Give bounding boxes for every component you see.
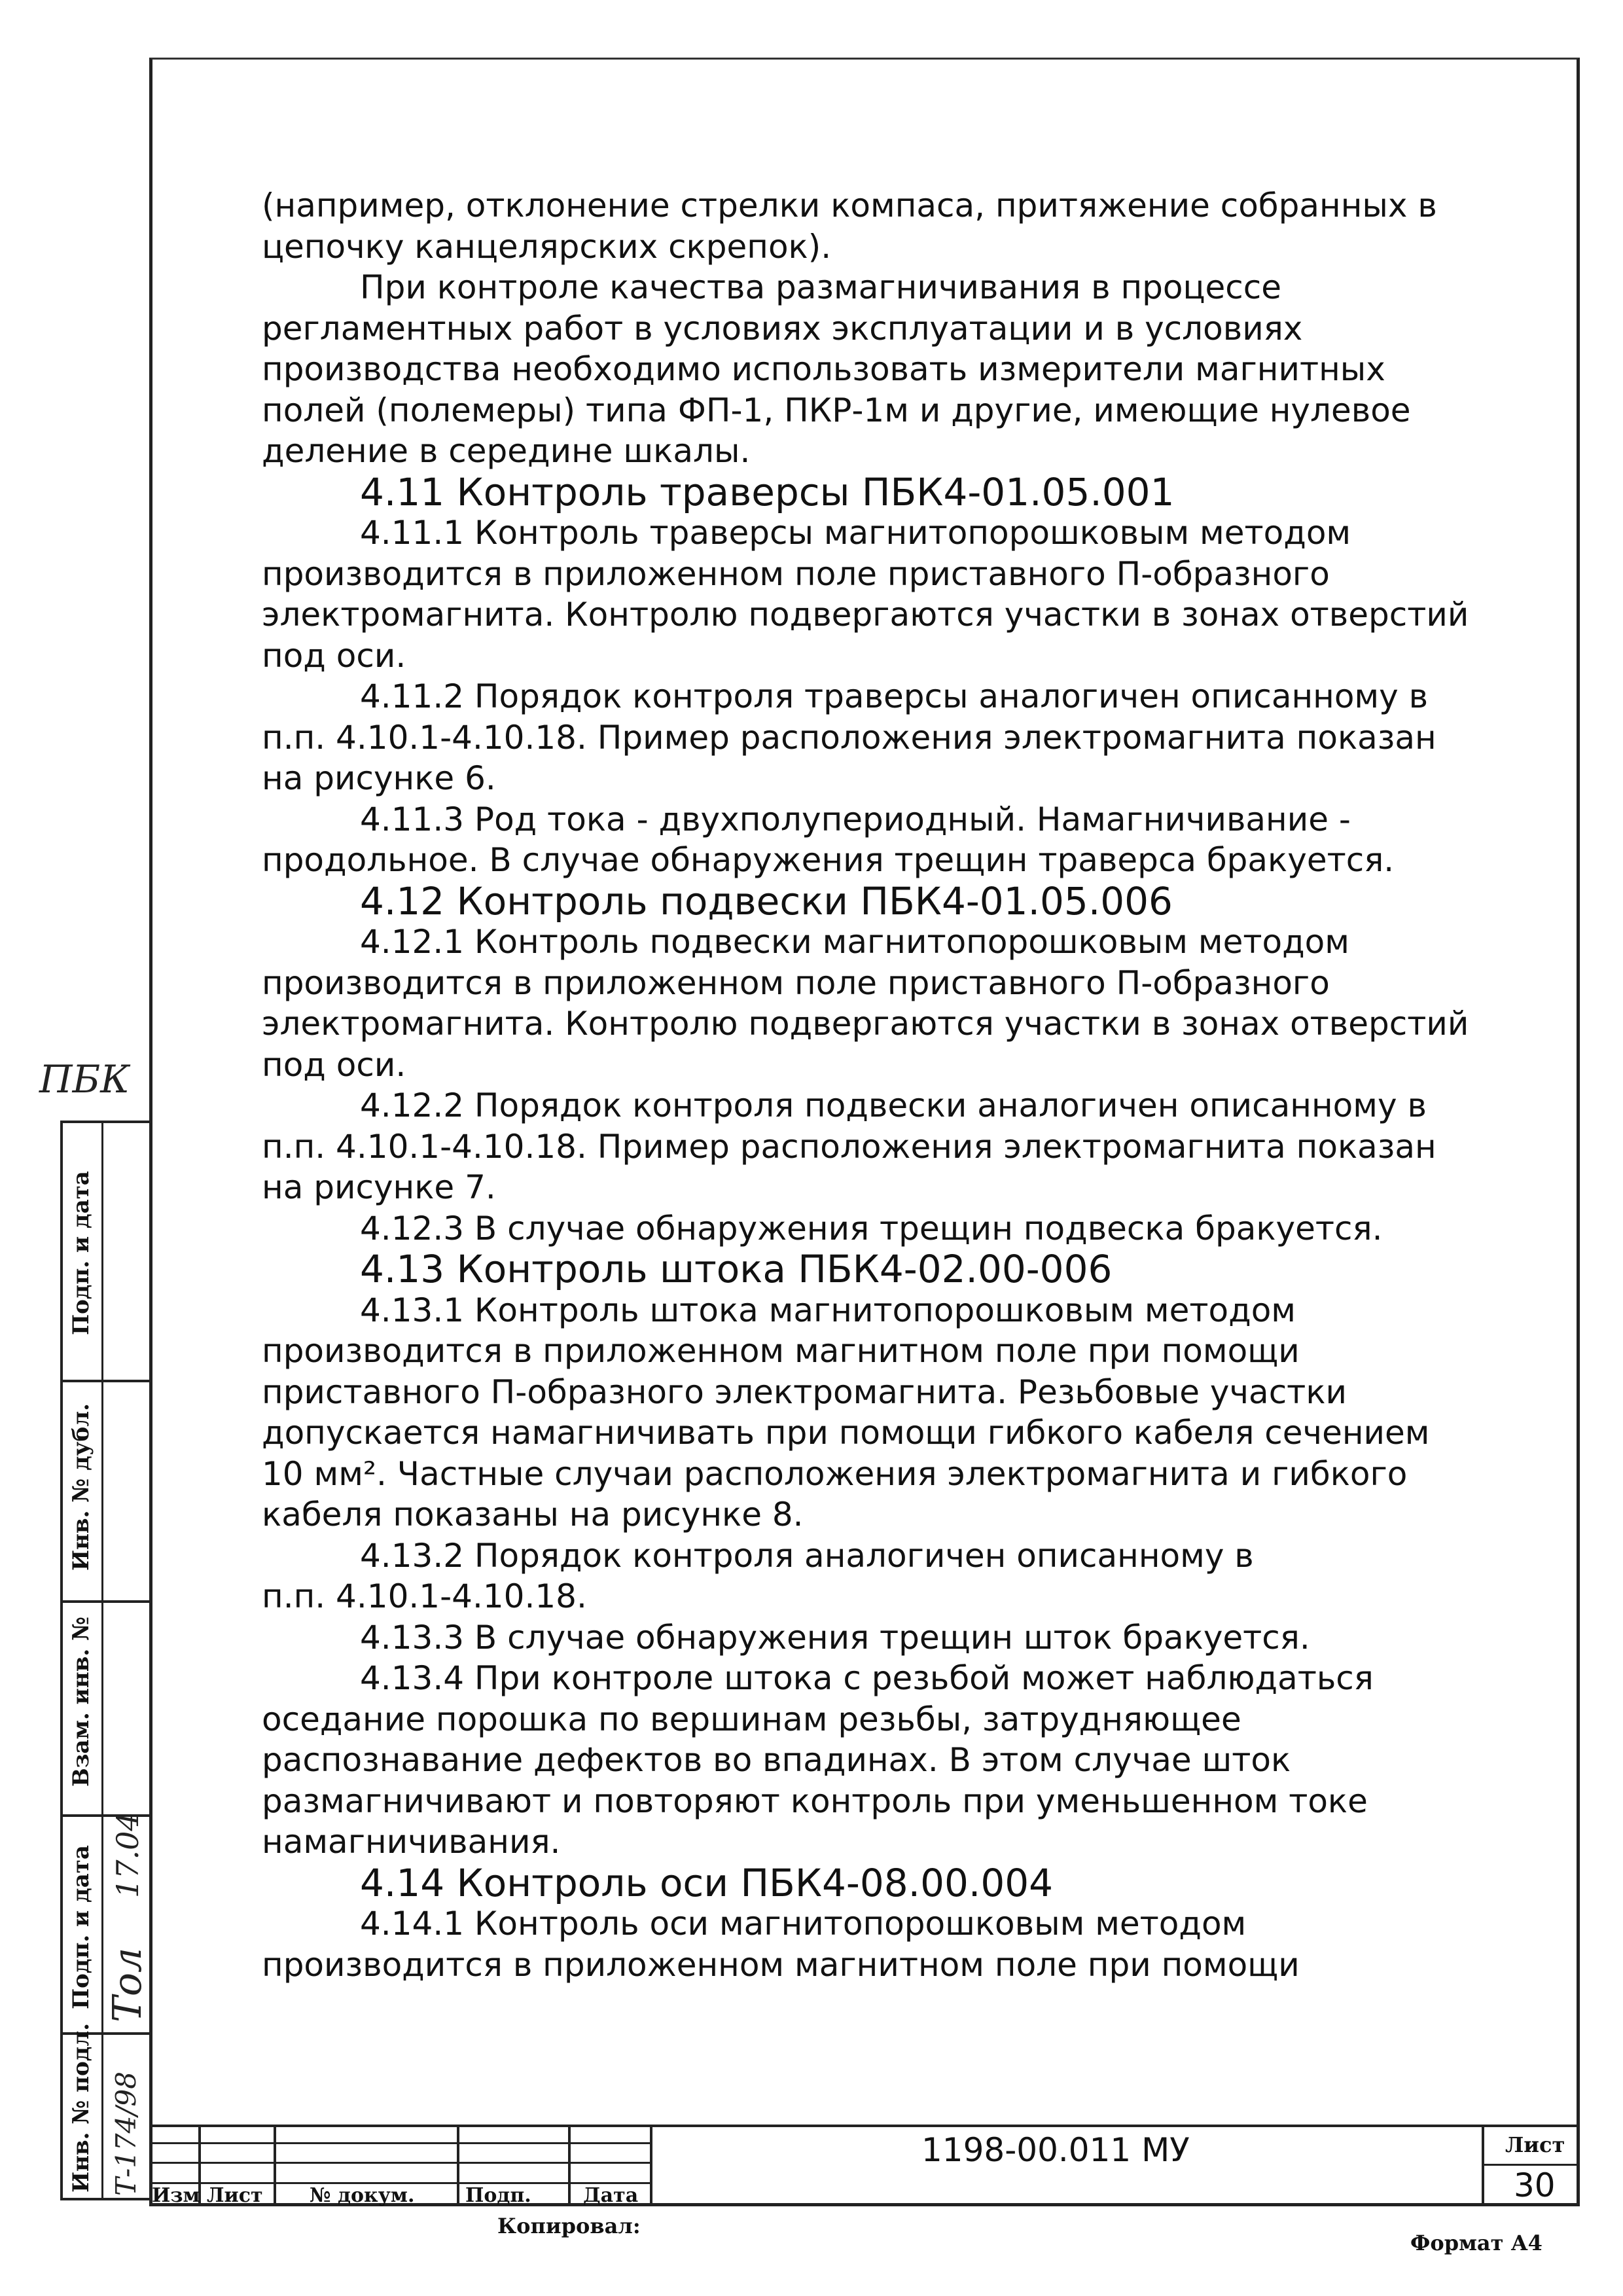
section-heading: 4.12 Контроль подвески ПБК4-01.05.006	[360, 878, 1173, 924]
title-block-col-line	[650, 2125, 652, 2206]
copied-label: Копировал:	[497, 2214, 641, 2238]
body-text-line: 4.11.3 Род тока - двухполупериодный. Намагничивание -	[360, 800, 1351, 838]
body-text-line: кабеля показаны на рисунке 8.	[262, 1496, 804, 1534]
format-label: Формат А4	[1410, 2231, 1543, 2255]
title-block	[149, 2125, 1580, 2206]
sheet-number: 30	[1514, 2166, 1556, 2204]
body-text-line: электромагнита. Контролю подвергаются участки в зонах отверстий	[262, 596, 1469, 634]
body-text-line: п.п. 4.10.1-4.10.18.	[262, 1577, 587, 1615]
body-text-line: 4.13.4 При контроле штока с резьбой может наблюдаться	[360, 1659, 1374, 1697]
body-text-line: допускается намагничивать при помощи гибкого кабеля сечением	[262, 1414, 1430, 1452]
sheet-cell-line	[1483, 2164, 1580, 2166]
side-label-inv-dup: Инв. № дубл.	[68, 1403, 94, 1571]
side-top-mark: ПБК	[39, 1057, 130, 1102]
body-text-line: на рисунке 7.	[262, 1168, 496, 1206]
body-text-line: под оси.	[262, 636, 406, 675]
title-block-col-line	[274, 2125, 276, 2206]
side-label-replace-inv: Взам. инв. №	[68, 1616, 94, 1787]
body-text-line: продольное. В случае обнаружения трещин траверса бракуется.	[262, 841, 1395, 879]
side-stamp-divider	[101, 1121, 103, 2200]
body-text-line: 4.12.1 Контроль подвески магнитопорошковым методом	[360, 923, 1349, 961]
body-text-line: 4.12.2 Порядок контроля подвески аналогичен описанному в	[360, 1086, 1427, 1124]
body-text-line: под оси.	[262, 1045, 406, 1084]
section-heading: 4.13 Контроль штока ПБК4-02.00-006	[360, 1247, 1113, 1291]
section-heading: 4.11 Контроль траверсы ПБК4-01.05.001	[360, 469, 1175, 514]
body-text-line: 10 мм². Частные случаи расположения электромагнита и гибкого	[262, 1454, 1408, 1493]
title-block-col-line	[457, 2125, 459, 2206]
body-text-line: регламентных работ в условиях эксплуатации и в условиях	[262, 309, 1303, 348]
body-text-line: производится в приложенном магнитном поле при помощи	[262, 1945, 1300, 1984]
title-block-row-line	[149, 2142, 650, 2144]
document-code: 1198-00.011 МУ	[921, 2131, 1190, 2169]
side-label-sign-date-2: Подп. и дата	[68, 1845, 94, 2009]
caption-izm: Изм	[152, 2184, 200, 2207]
body-text-line: распознавание дефектов во впадинах. В этом случае шток	[262, 1741, 1291, 1779]
body-text-line: 4.12.3 В случае обнаружения трещин подвеска бракуется.	[360, 1209, 1383, 1247]
section-heading: 4.14 Контроль оси ПБК4-08.00.004	[360, 1860, 1054, 1905]
handwritten-date: 17.04	[110, 1812, 145, 1898]
body-text-line: производства необходимо использовать измерители магнитных	[262, 350, 1385, 388]
body-text-line: производится в приложенном поле приставного П-образного	[262, 963, 1330, 1002]
side-label-sign-date-1: Подп. и дата	[68, 1171, 94, 1335]
title-block-row-line	[149, 2162, 650, 2164]
body-text-line: приставного П-образного электромагнита. Резьбовые участки	[262, 1372, 1347, 1411]
body-text-line: 4.11.1 Контроль траверсы магнитопорошковым методом	[360, 514, 1351, 552]
sheet-label: Лист	[1505, 2132, 1565, 2157]
body-text-line: 4.13.2 Порядок контроля аналогичен описанному в	[360, 1536, 1254, 1575]
body-text-line: 4.13.1 Контроль штока магнитопорошковым методом	[360, 1291, 1296, 1329]
side-label-inv-orig: Инв. № подл.	[68, 2022, 94, 2193]
body-text-line: п.п. 4.10.1-4.10.18. Пример расположения электромагнита показан	[262, 718, 1436, 757]
body-text-line: производится в приложенном магнитном поле при помощи	[262, 1332, 1300, 1370]
title-block-col-line	[568, 2125, 571, 2206]
body-text-line: полей (полемеры) типа ФП-1, ПКР-1м и другие, имеющие нулевое	[262, 391, 1411, 429]
body-text-line: производится в приложенном поле приставного П-образного	[262, 554, 1330, 593]
body-text-line: 4.13.3 В случае обнаружения трещин шток бракуется.	[360, 1618, 1310, 1657]
body-text-line: цепочку канцелярских скрепок).	[262, 227, 832, 266]
body-text-line: намагничивания.	[262, 1823, 561, 1861]
body-text-line: оседание порошка по вершинам резьбы, затрудняющее	[262, 1700, 1241, 1738]
body-text-line: п.п. 4.10.1-4.10.18. Пример расположения электромагнита показан	[262, 1127, 1436, 1166]
handwritten-inv-number: Т-174/98	[110, 2072, 142, 2196]
caption-sign: Подп.	[465, 2184, 531, 2207]
body-text-line: 4.11.2 Порядок контроля траверсы аналогичен описанному в	[360, 677, 1429, 715]
body-text-line: размагничивают и повторяют контроль при уменьшенном токе	[262, 1782, 1368, 1820]
body-text-line: 4.14.1 Контроль оси магнитопорошковым методом	[360, 1905, 1247, 1943]
caption-doc-no: № докум.	[310, 2184, 415, 2207]
handwritten-signature: Тол	[105, 1947, 151, 2022]
body-text-line: на рисунке 6.	[262, 759, 496, 797]
side-stamp-row-divider	[60, 1380, 152, 1382]
side-stamp-row-divider	[60, 1600, 152, 1603]
title-block-top-line	[149, 2125, 1580, 2127]
body-text-line: (например, отклонение стрелки компаса, притяжение собранных в	[262, 187, 1437, 224]
caption-list: Лист	[207, 2184, 263, 2207]
body-text-line: электромагнита. Контролю подвергаются участки в зонах отверстий	[262, 1005, 1469, 1043]
body-text-line: При контроле качества размагничивания в процессе	[360, 268, 1282, 306]
caption-date: Дата	[583, 2184, 639, 2207]
title-block-col-line	[1482, 2125, 1484, 2206]
body-text-line: деление в середине шкалы.	[262, 432, 751, 470]
